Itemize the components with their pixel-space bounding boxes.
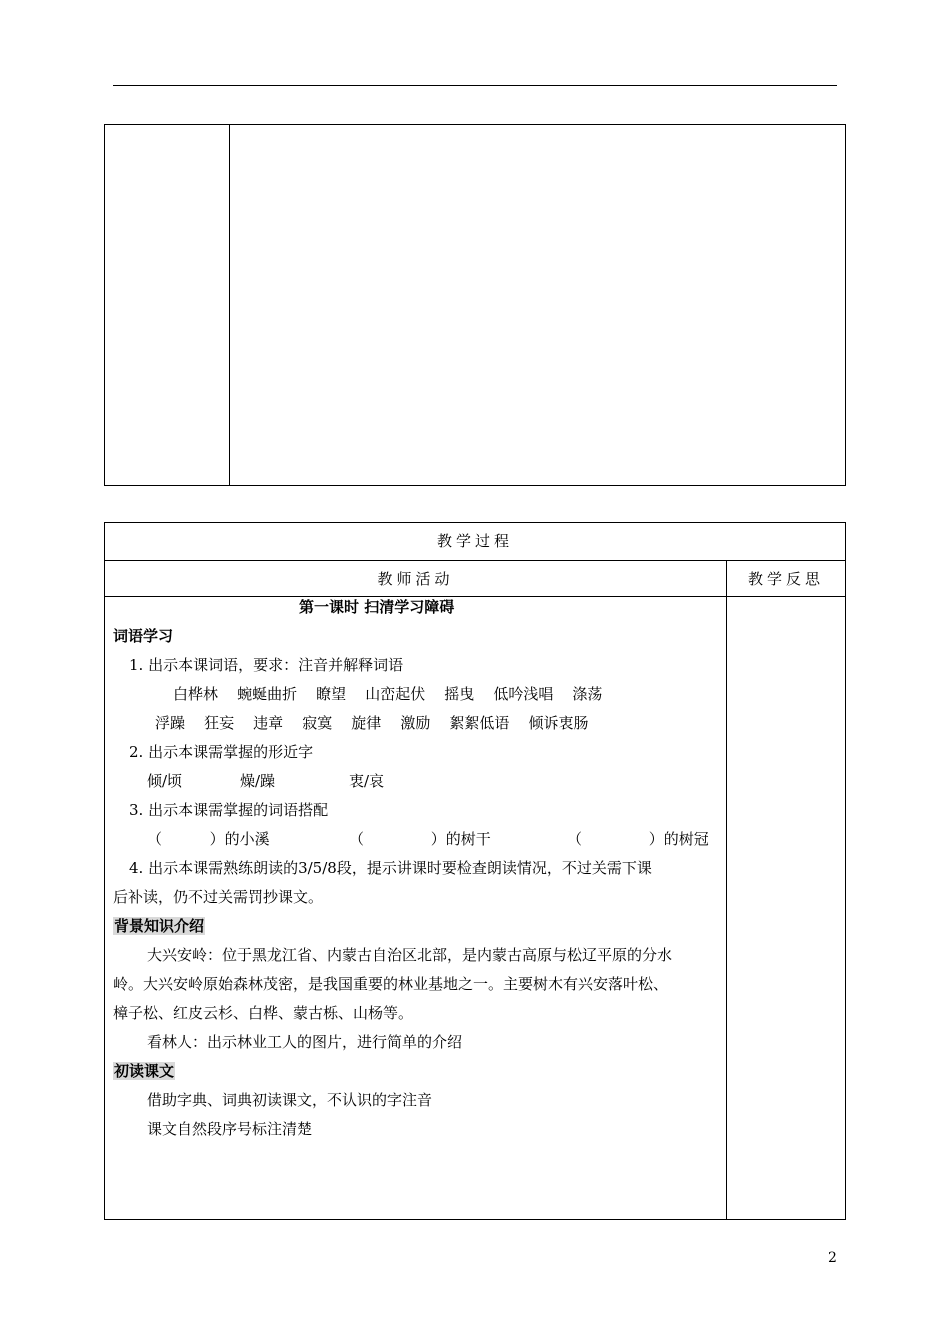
table-divider [229,125,230,485]
reading-line-1: 借助字典、词典初读课文，不认识的字注音 [147,1091,433,1109]
header-rule [113,85,837,86]
objectives-table [104,124,846,486]
vocab-heading: 词语学习 [113,627,174,645]
background-line-1: 大兴安岭：位于黑龙江省、内蒙古自治区北部，是内蒙古高原与松辽平原的分水 [147,946,673,964]
similar-char-3: 衷/哀 [349,772,385,790]
item-4-line-1: 4. 出示本课需熟练朗读的3/5/8段，提示讲课时要检查朗读情况，不过关需下课 [129,859,652,877]
collocation-2: （ ）的树干 [349,830,491,848]
column-divider [726,561,727,1219]
table-title: 教学过程 [105,523,845,561]
column-header-teacher-activity: 教师活动 [105,561,726,597]
reading-line-2: 课文自然段序号标注清楚 [147,1120,313,1138]
reading-heading: 初读课文 [114,1062,175,1080]
vocab-words-row-2: 浮躁 狂妄 违章 寂寞 旋律 激励 絮絮低语 倾诉衷肠 [155,714,589,732]
column-header-reflection: 教学反思 [727,561,845,597]
background-line-2: 岭。大兴安岭原始森林茂密，是我国重要的林业基地之一。主要树木有兴安落叶松、 [113,975,669,993]
item-1: 1. 出示本课词语，要求：注音并解释词语 [129,656,404,674]
collocation-3: （ ）的树冠 [567,830,709,848]
vocab-words-row-1: 白桦林 蜿蜒曲折 瞭望 山峦起伏 摇曳 低吟浅唱 涤荡 [173,685,603,703]
similar-char-2: 燥/躁 [240,772,276,790]
collocation-1: （ ）的小溪 [147,830,270,848]
item-2: 2. 出示本课需掌握的形近字 [129,743,314,761]
background-heading: 背景知识介绍 [114,917,205,935]
item-4-line-2: 后补读，仍不过关需罚抄课文。 [113,888,324,906]
session-title: 第一课时 扫清学习障碍 [299,598,455,616]
background-line-4: 看林人：出示林业工人的图片，进行简单的介绍 [147,1033,463,1051]
similar-char-1: 倾/顷 [147,772,183,790]
teaching-process-table [104,522,846,1220]
background-line-3: 樟子松、红皮云杉、白桦、蒙古栎、山杨等。 [113,1004,414,1022]
page-number: 2 [828,1250,837,1266]
item-3: 3. 出示本课需掌握的词语搭配 [129,801,329,819]
